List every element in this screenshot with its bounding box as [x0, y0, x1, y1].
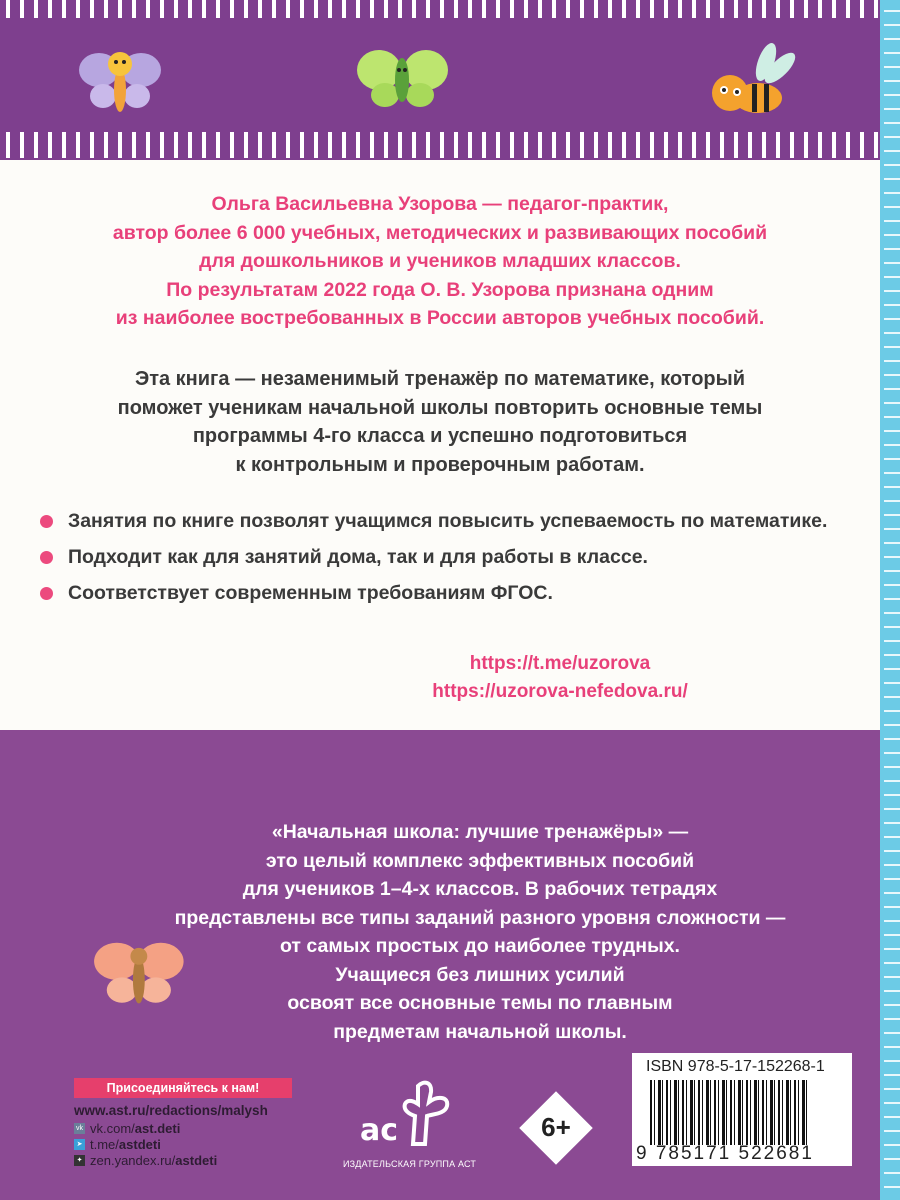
author-bio — [0, 190, 880, 333]
feature-text: Подходит как для занятий дома, так и для работы в классе. — [68, 546, 648, 568]
social-prefix: vk.com/ — [90, 1121, 135, 1136]
series-line: это целый комплекс эффективных пособий — [265, 849, 695, 872]
zen-icon: ✦ — [74, 1155, 85, 1166]
series-line: освоят все основные темы по главным — [287, 992, 673, 1014]
social-prefix: zen.yandex.ru/ — [90, 1153, 176, 1168]
bullet-icon — [40, 515, 53, 528]
telegram-link[interactable]: https://t.me/uzorova — [469, 653, 651, 674]
desc-line: к контрольным и проверочным работам. — [235, 453, 645, 476]
join-us-banner: Присоединяйтесь к нам! — [74, 1078, 292, 1098]
ast-logo-icon — [358, 1078, 458, 1148]
book-description — [0, 365, 880, 479]
feature-item — [40, 579, 860, 607]
dash-border-bottom — [0, 132, 880, 158]
bullet-icon — [40, 587, 53, 600]
series-line: от самых простых до наиболее трудных. — [280, 935, 680, 957]
series-line: предметам начальной школы. — [333, 1020, 627, 1043]
feature-item — [40, 543, 860, 571]
desc-line: Эта книга — незаменимый тренажёр по математике, который — [134, 368, 746, 390]
bio-line: автор более 6 000 учебных, методических и развивающих пособий — [112, 221, 768, 244]
feature-item — [40, 507, 860, 535]
social-vk[interactable] — [74, 1121, 180, 1136]
social-zen[interactable] — [74, 1153, 217, 1168]
publisher-name: ИЗДАТЕЛЬСКАЯ ГРУППА АСТ — [343, 1159, 477, 1169]
series-description — [40, 818, 900, 1046]
dash-border-top — [0, 0, 880, 18]
website-link[interactable]: https://uzorova-nefedova.ru/ — [432, 681, 688, 702]
series-line: Учащиеся без лишних усилий — [335, 963, 625, 986]
bio-line: из наиболее востребованных в России авторов учебных пособий. — [115, 307, 765, 329]
bio-line: По результатам 2022 года О. В. Узорова признана одним — [166, 278, 714, 301]
isbn-label: ISBN 978-5-17-152268-1 — [646, 1058, 825, 1075]
social-telegram[interactable] — [74, 1137, 161, 1152]
feature-list — [40, 507, 860, 615]
bullet-icon — [40, 551, 53, 564]
age-rating: 6+ — [541, 1112, 571, 1142]
bee-icon — [708, 40, 798, 115]
series-line: «Начальная школа: лучшие тренажёры» — — [271, 821, 689, 843]
bio-line: для дошкольников и учеников младших классов. — [199, 250, 681, 272]
series-line: для учеников 1–4-х классов. В рабочих тетрадях — [242, 878, 718, 900]
social-handle: astdeti — [175, 1153, 218, 1168]
svg-text:ac: ac — [360, 1113, 399, 1148]
desc-line: поможет ученикам начальной школы повторить основные темы — [117, 396, 763, 419]
desc-line: программы 4-го класса и успешно подготовиться — [192, 425, 688, 447]
isbn-barcode — [632, 1053, 852, 1166]
feature-text: Соответствует современным требованиям ФГОС. — [68, 582, 553, 604]
vk-icon: vk — [76, 1125, 83, 1132]
butterfly-icon — [75, 40, 165, 120]
telegram-icon: ➤ — [74, 1139, 85, 1150]
author-links — [120, 650, 900, 706]
social-handle: astdeti — [118, 1137, 161, 1152]
series-line: представлены все типы заданий разного уровня сложности — — [174, 906, 786, 929]
social-prefix: t.me/ — [90, 1137, 119, 1152]
publisher-site-link[interactable]: www.ast.ru/redactions/malysh — [74, 1103, 268, 1118]
social-handle: ast.deti — [134, 1121, 181, 1136]
barcode-number: 9 785171 522681 — [636, 1143, 814, 1164]
barcode-icon — [650, 1080, 810, 1145]
bio-line: Ольга Васильевна Узорова — педагог-практик, — [211, 193, 669, 215]
top-decor-band — [0, 0, 880, 160]
feature-text: Занятия по книге позволят учащимся повысить успеваемость по математике. — [68, 510, 828, 532]
butterfly-icon — [355, 40, 450, 110]
